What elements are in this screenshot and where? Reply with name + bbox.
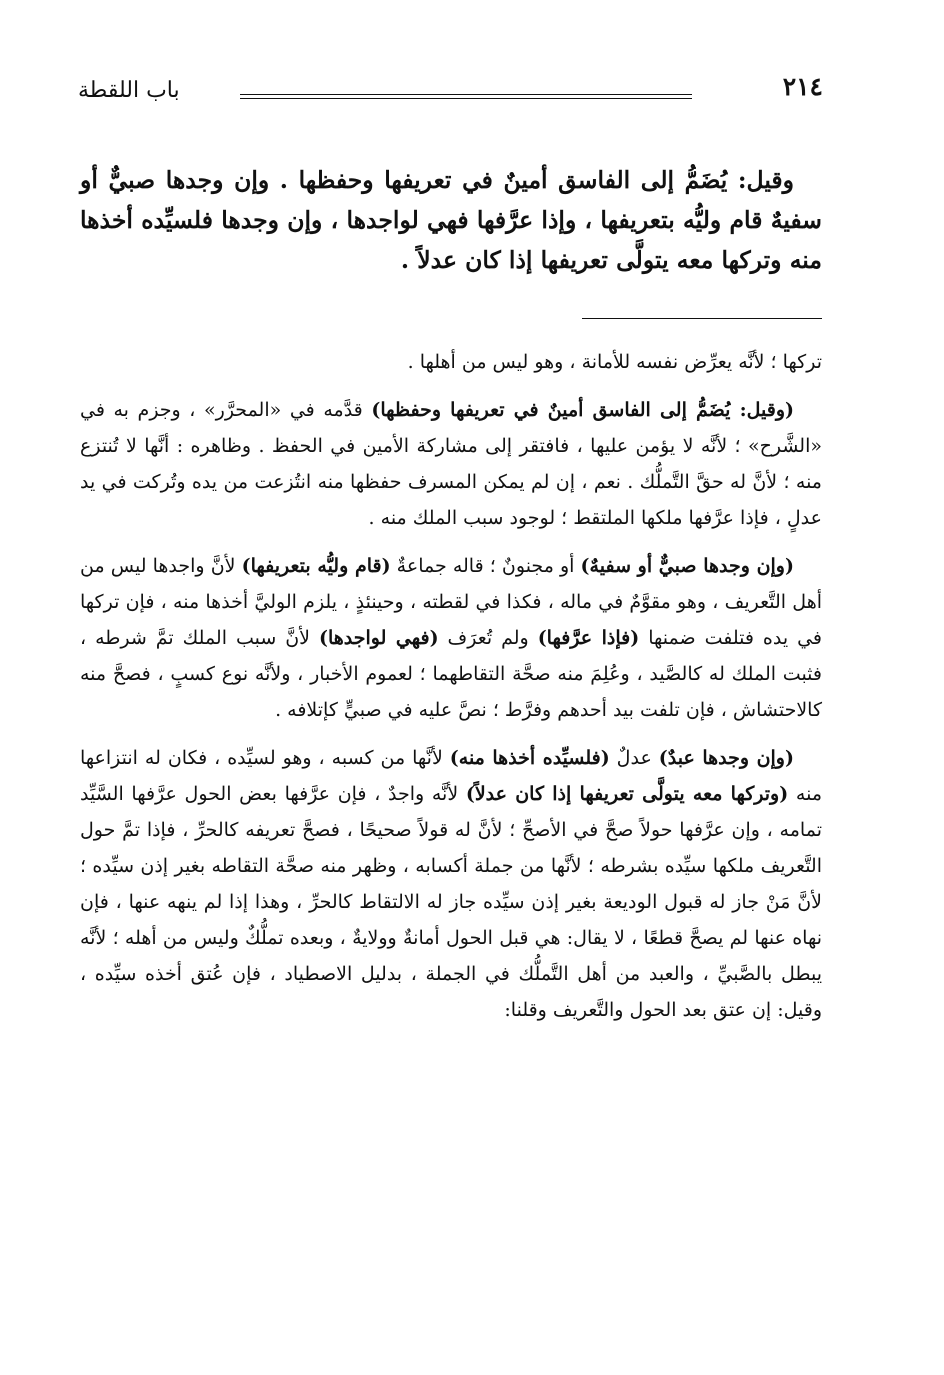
quoted-main-text: (فهي لواجدها) xyxy=(318,627,439,649)
quoted-main-text: (وتركها معه يتولَّى تعريفها إذا كان عدلاً) xyxy=(465,783,789,805)
commentary-text: عدلٌ xyxy=(609,747,659,769)
commentary-paragraph xyxy=(80,740,822,1028)
commentary-text: لأنَّ سبب الملك تمَّ شرطه ، فثبت الملك له كالصَّيد ، وعُلِمَ منه صحَّة التقاطهما ؛ لعموم الأخبار ، ولأنَّه نوع كسبٍ ، فصحَّ منه كالاحتشاش ، فإن تلفت بيد أحدهم وفرَّط ؛ نصَّ عليه في صبيٍّ كإتلافه . xyxy=(80,627,822,721)
commentary-text: قدَّمه في «المحرَّر» ، وجزم به في «الشَّرح» ؛ لأنَّه لا يؤمن عليها ، فافتقر إلى مشاركة الأمين في الحفظ . وظاهره : أنَّها لا تُنتزع منه ؛ لأنَّ له حقَّ التَّملُّك . نعم ، إن لم يمكن المسرف حفظها منه انتُزعت من يده وتُركت في يد عدلٍ ، فإذا عرَّفها ملكها الملتقط ؛ لوجود سبب الملك منه . xyxy=(80,399,822,529)
commentary-text: أو مجنونٌ ؛ قاله جماعةٌ xyxy=(390,555,581,577)
quoted-main-text: (وإن وجدها صبيٌّ أو سفيهٌ) xyxy=(580,555,794,577)
commentary-paragraph xyxy=(80,392,822,536)
commentary-text: تركها ؛ لأنَّه يعرِّض نفسه للأمانة ، وهو ليس من أهلها . xyxy=(407,351,822,373)
main-text-paragraph: وقيل: يُضَمُّ إلى الفاسق أمينٌ في تعريفها وحفظها . وإن وجدها صبيٌّ أو سفيهٌ قام وليُّه بتعريفها ، وإذا عرَّفها فهي لواجدها ، وإن وجدها فلسيِّده أخذها منه وتركها معه يتولَّى تعريفها إذا كان عدلاً . xyxy=(80,166,822,274)
commentary-text: لأنَّ واجدها ليس من أهل التَّعريف ، وهو مقوَّمٌ في ماله ، فكذا في لقطته ، وحينئذٍ ، يلزم الوليَّ أخذها منه ، فإن تركها في يده فتلفت ضمنها xyxy=(80,555,822,649)
quoted-main-text: (فلسيِّده أخذها منه) xyxy=(449,747,610,769)
commentary xyxy=(80,344,822,1040)
commentary-text: ولم تُعرَف xyxy=(438,627,538,649)
quoted-main-text: (فإذا عرَّفها) xyxy=(537,627,640,649)
header-rule xyxy=(240,94,692,99)
chapter-title: باب اللقطة xyxy=(78,78,180,103)
quoted-main-text: (وقيل: يُضَمُّ إلى الفاسق أمينٌ في تعريفها وحفظها) xyxy=(371,399,794,421)
footnote-separator xyxy=(582,318,822,319)
page-number: ٢١٤ xyxy=(782,72,823,101)
commentary-paragraph xyxy=(80,548,822,728)
commentary-text: لأنَّها من كسبه ، وهو لسيِّده ، فكان له انتزاعها منه xyxy=(80,747,822,805)
quoted-main-text: (وإن وجدها عبدٌ) xyxy=(658,747,794,769)
main-text xyxy=(80,160,822,280)
quoted-main-text: (قام وليُّه بتعريفها) xyxy=(241,555,391,577)
commentary-text: لأنَّه واجدٌ ، فإن عرَّفها بعض الحول عرَّفها السَّيِّد تمامه ، وإن عرَّفها حولاً صحَّ في الأصحِّ ؛ لأنَّ له قولاً صحيحًا ، فصحَّ تعريفه كالحرِّ ، فإذا تمَّ حول التَّعريف ملكها سيِّده بشرطه ؛ لأنَّها من جملة أكسابه ، وظهر منه صحَّة التقاطه بغير إذن سيِّده ؛ لأنَّ مَنْ جاز له قبول الوديعة بغير إذن سيِّده جاز له الالتقاط كالحرِّ ، وهذا إذا لم ينهه عنها ، فإن نهاه عنها لم يصحَّ قطعًا ، لا يقال: هي قبل الحول أمانةٌ وولايةٌ ، وبعده تملُّكٌ وليس من أهله ؛ لأنَّه يبطل بالصَّبيِّ ، والعبد من أهل التَّملُّك في الجملة ، بدليل الاصطياد ، فإن عُتق أخذه سيِّده ، وقيل: إن عتق بعد الحول والتَّعريف وقلنا: xyxy=(80,783,822,1021)
commentary-paragraph xyxy=(80,344,822,380)
running-header xyxy=(78,72,823,112)
